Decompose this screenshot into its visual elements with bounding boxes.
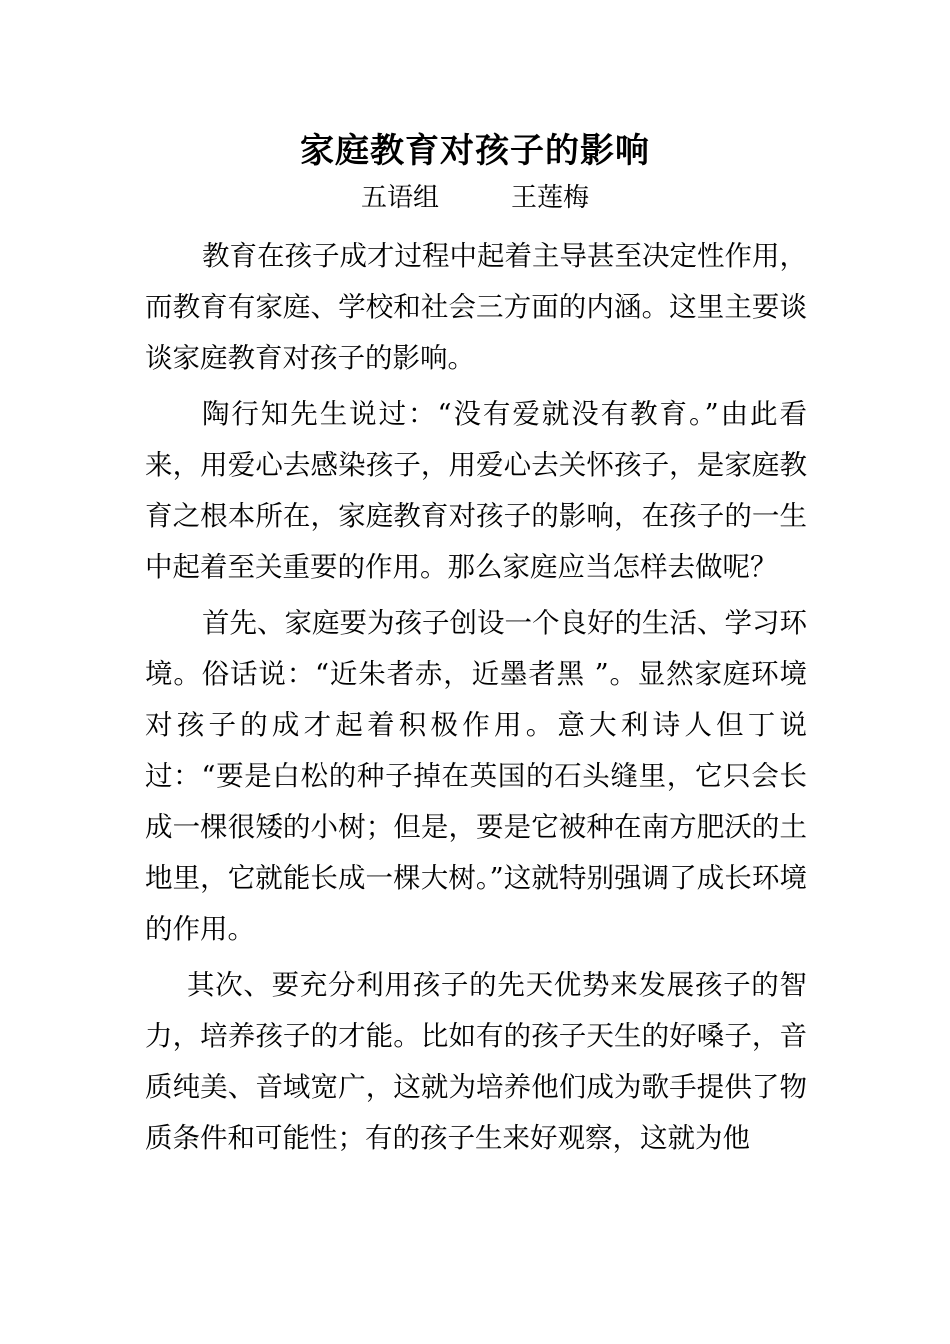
- document-title: 家庭教育对孩子的影响: [300, 131, 650, 171]
- group-name: 五语组: [360, 183, 439, 213]
- paragraph-4: 其次、要充分利用孩子的先天优势来发展孩子的智力，培养孩子的才能。比如有的孩子天生的好嗓子，音质纯美、音域宽广，这就为培养他们成为歌手提供了物质条件和可能性；有的孩子生来好观察，这就为他: [145, 969, 807, 1154]
- byline: [0, 178, 950, 218]
- paragraph-2: 陶行知先生说过：“没有爱就没有教育。”由此看来，用爱心去感染孩子，用爱心去关怀孩子，是家庭教育之根本所在，家庭教育对孩子的影响，在孩子的一生中起着至关重要的作用。那么家庭应当怎样去做呢？: [145, 398, 807, 583]
- document-body: [145, 231, 807, 1164]
- author-name: 王莲梅: [511, 183, 590, 213]
- paragraph-1: 教育在孩子成才过程中起着主导甚至决定性作用，而教育有家庭、学校和社会三方面的内涵。这里主要谈谈家庭教育对孩子的影响。: [145, 240, 807, 374]
- paragraph-3: 首先、家庭要为孩子创设一个良好的生活、学习环境。俗话说：“近朱者赤，近墨者黑 ”。显然家庭环境对孩子的成才起着积极作用。意大利诗人但丁说过：“要是白松的种子掉在英国的石头缝里，它只会长成一棵很矮的小树；但是，要是它被种在南方肥沃的土地里，它就能长成一棵大树。”这就特别强调了成长环境的作用。: [145, 607, 807, 945]
